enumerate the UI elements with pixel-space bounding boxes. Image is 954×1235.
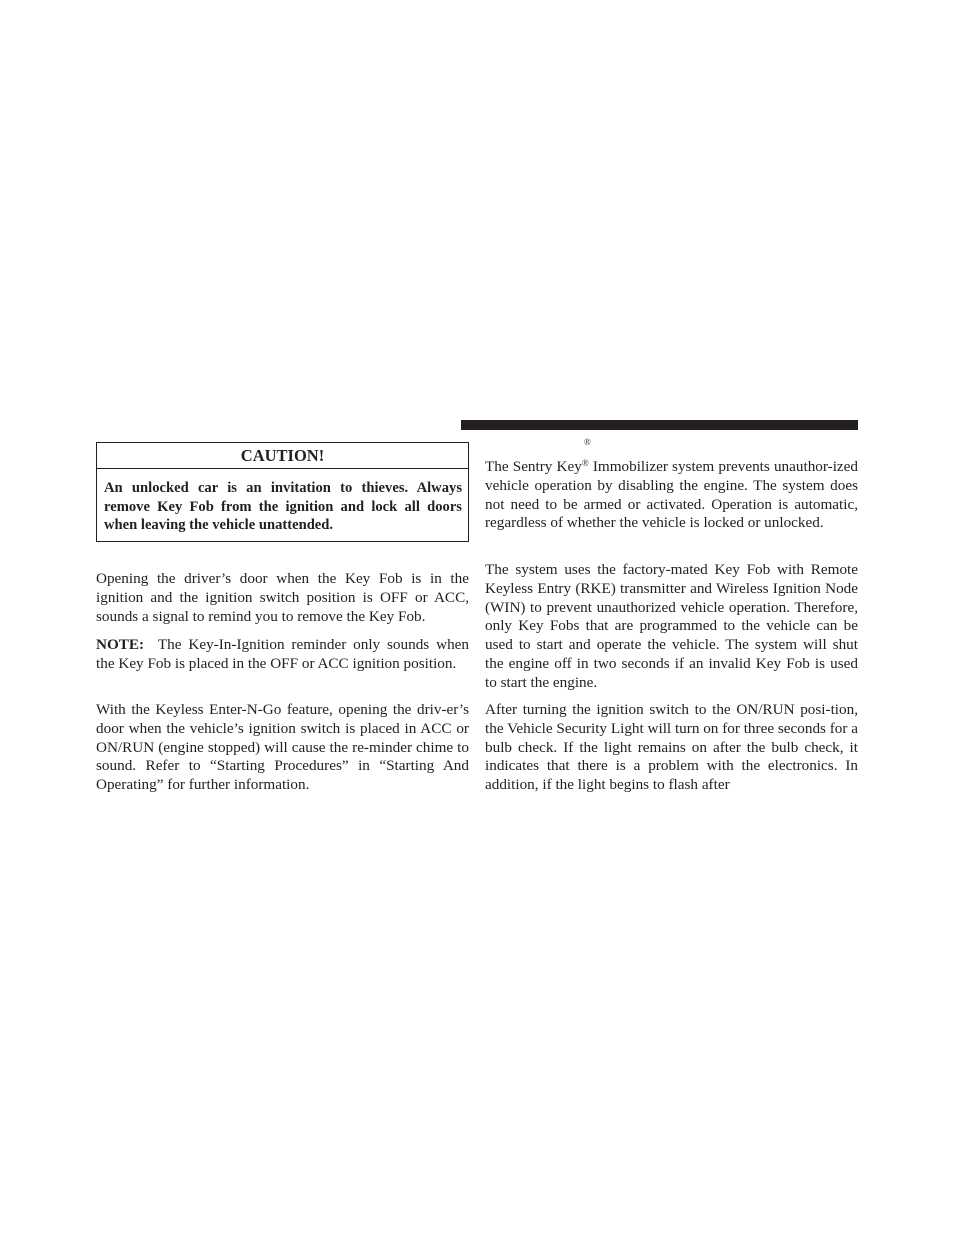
note-paragraph xyxy=(96,636,469,674)
sentry-key-paragraph xyxy=(485,458,858,533)
registered-mark: ® xyxy=(581,458,589,468)
caution-title: CAUTION! xyxy=(97,443,468,469)
sentry-key-rest: Immobilizer system prevents unauthor-ized vehicle operation by disabling the engine. The system does not need to be armed or activated. Operation is automatic, regardless of whether the vehicle is locked or unlocked. xyxy=(485,458,858,532)
note-text: The Key-In-Ignition reminder only sounds when the Key Fob is placed in the OFF or ACC ignition position. xyxy=(96,636,470,672)
caution-box xyxy=(96,442,469,542)
section-header-bar xyxy=(461,420,858,430)
keyless-enter-n-go-paragraph: With the Keyless Enter-N-Go feature, opening the driv-er’s door when the vehicle’s ignition switch is placed in ACC or ON/RUN (engine stopped) will cause the re-minder chime to sound. Refer to “Starting Procedures” in “Starting And Operating” for further information. xyxy=(96,701,469,794)
factory-mated-key-fob-paragraph: The system uses the factory-mated Key Fob with Remote Keyless Entry (RKE) transmitter and Wireless Ignition Node (WIN) to prevent unauthorized vehicle operation. Therefore, only Key Fobs that are programmed to the vehicle can be used to start and operate the vehicle. The system will shut the engine off in two seconds if an invalid Key Fob is used to start the engine. xyxy=(485,561,858,691)
key-in-ignition-paragraph: Opening the driver’s door when the Key Fob is in the ignition and the ignition switch position is OFF or ACC, sounds a signal to remind you to remove the Key Fob. xyxy=(96,570,469,625)
section-heading-registered-mark: ® xyxy=(584,437,591,447)
note-label: NOTE: xyxy=(96,636,145,653)
sentry-key-lead: The Sentry Key xyxy=(485,458,582,475)
security-light-paragraph: After turning the ignition switch to the ON/RUN posi-tion, the Vehicle Security Light will turn on for three seconds for a bulb check. If the light remains on after the bulb check, it indicates that there is a problem with the electronics. In addition, if the light begins to flash after xyxy=(485,701,858,794)
caution-text: An unlocked car is an invitation to thieves. Always remove Key Fob from the ignition and lock all doors when leaving the vehicle unattended. xyxy=(104,480,462,533)
